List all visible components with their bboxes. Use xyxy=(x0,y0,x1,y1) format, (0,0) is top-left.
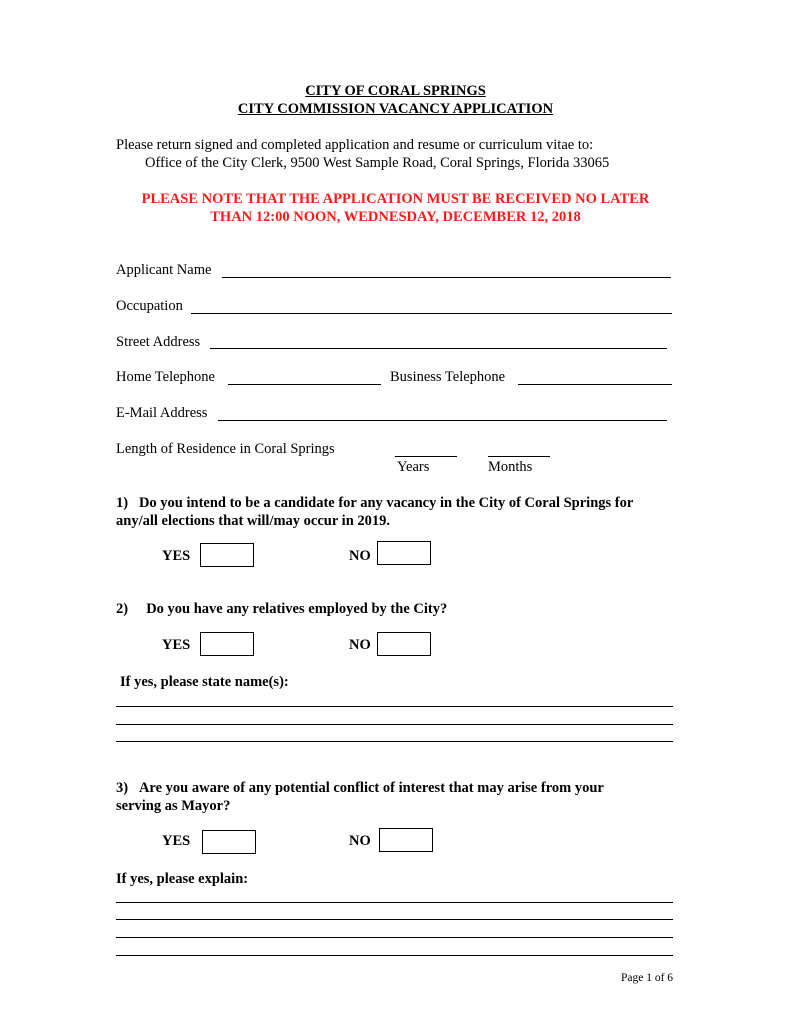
q2-yes-label: YES xyxy=(162,637,191,653)
business-telephone-label: Business Telephone xyxy=(390,369,506,385)
months-label: Months xyxy=(488,459,533,475)
years-field[interactable] xyxy=(395,456,457,457)
q1-no-checkbox[interactable] xyxy=(377,541,431,565)
instructions-line-1: Please return signed and completed application and resume or curriculum vitae to: xyxy=(116,137,594,153)
applicant-name-field[interactable] xyxy=(222,277,671,278)
q3-answer-line-4[interactable] xyxy=(116,955,673,956)
q3-followup-label: If yes, please explain: xyxy=(116,871,249,887)
deadline-notice-line-2: THAN 12:00 NOON, WEDNESDAY, DECEMBER 12, 2018 xyxy=(210,209,581,225)
q2-answer-line-2[interactable] xyxy=(116,724,673,725)
applicant-name-label: Applicant Name xyxy=(116,262,212,278)
q3-answer-line-2[interactable] xyxy=(116,919,673,920)
home-telephone-field[interactable] xyxy=(228,384,381,385)
instructions-line-2: Office of the City Clerk, 9500 West Sample Road, Coral Springs, Florida 33065 xyxy=(145,155,610,171)
residence-label: Length of Residence in Coral Springs xyxy=(116,441,335,457)
q2-no-checkbox[interactable] xyxy=(377,632,431,656)
question-2: 2) Do you have any relatives employed by the City? xyxy=(116,601,448,617)
q2-followup-label: If yes, please state name(s): xyxy=(120,674,289,690)
q3-no-label: NO xyxy=(349,833,371,849)
form-title: CITY COMMISSION VACANCY APPLICATION xyxy=(237,101,554,117)
email-field[interactable] xyxy=(218,420,667,421)
city-title: CITY OF CORAL SPRINGS xyxy=(305,83,486,99)
q2-answer-line-3[interactable] xyxy=(116,741,673,742)
street-address-field[interactable] xyxy=(210,348,667,349)
business-telephone-field[interactable] xyxy=(518,384,672,385)
q1-yes-checkbox[interactable] xyxy=(200,543,254,567)
years-label: Years xyxy=(397,459,430,475)
question-1-line-2: any/all elections that will/may occur in 2019. xyxy=(116,513,391,529)
home-telephone-label: Home Telephone xyxy=(116,369,215,385)
q1-no-label: NO xyxy=(349,548,371,564)
months-field[interactable] xyxy=(488,456,550,457)
occupation-label: Occupation xyxy=(116,298,183,314)
q3-yes-label: YES xyxy=(162,833,191,849)
q2-no-label: NO xyxy=(349,637,371,653)
q3-yes-checkbox[interactable] xyxy=(202,830,256,854)
page-number: Page 1 of 6 xyxy=(621,972,674,984)
occupation-field[interactable] xyxy=(191,313,672,314)
q3-answer-line-1[interactable] xyxy=(116,902,673,903)
question-1-line-1: 1) Do you intend to be a candidate for any vacancy in the City of Coral Springs for xyxy=(116,495,634,511)
q3-no-checkbox[interactable] xyxy=(379,828,433,852)
street-address-label: Street Address xyxy=(116,334,201,350)
question-3-line-1: 3) Are you aware of any potential conflict of interest that may arise from your xyxy=(116,780,604,796)
email-label: E-Mail Address xyxy=(116,405,208,421)
deadline-notice-line-1: PLEASE NOTE THAT THE APPLICATION MUST BE RECEIVED NO LATER xyxy=(141,191,650,207)
q2-yes-checkbox[interactable] xyxy=(200,632,254,656)
q3-answer-line-3[interactable] xyxy=(116,937,673,938)
q2-answer-line-1[interactable] xyxy=(116,706,673,707)
question-3-line-2: serving as Mayor? xyxy=(116,798,231,814)
q1-yes-label: YES xyxy=(162,548,191,564)
